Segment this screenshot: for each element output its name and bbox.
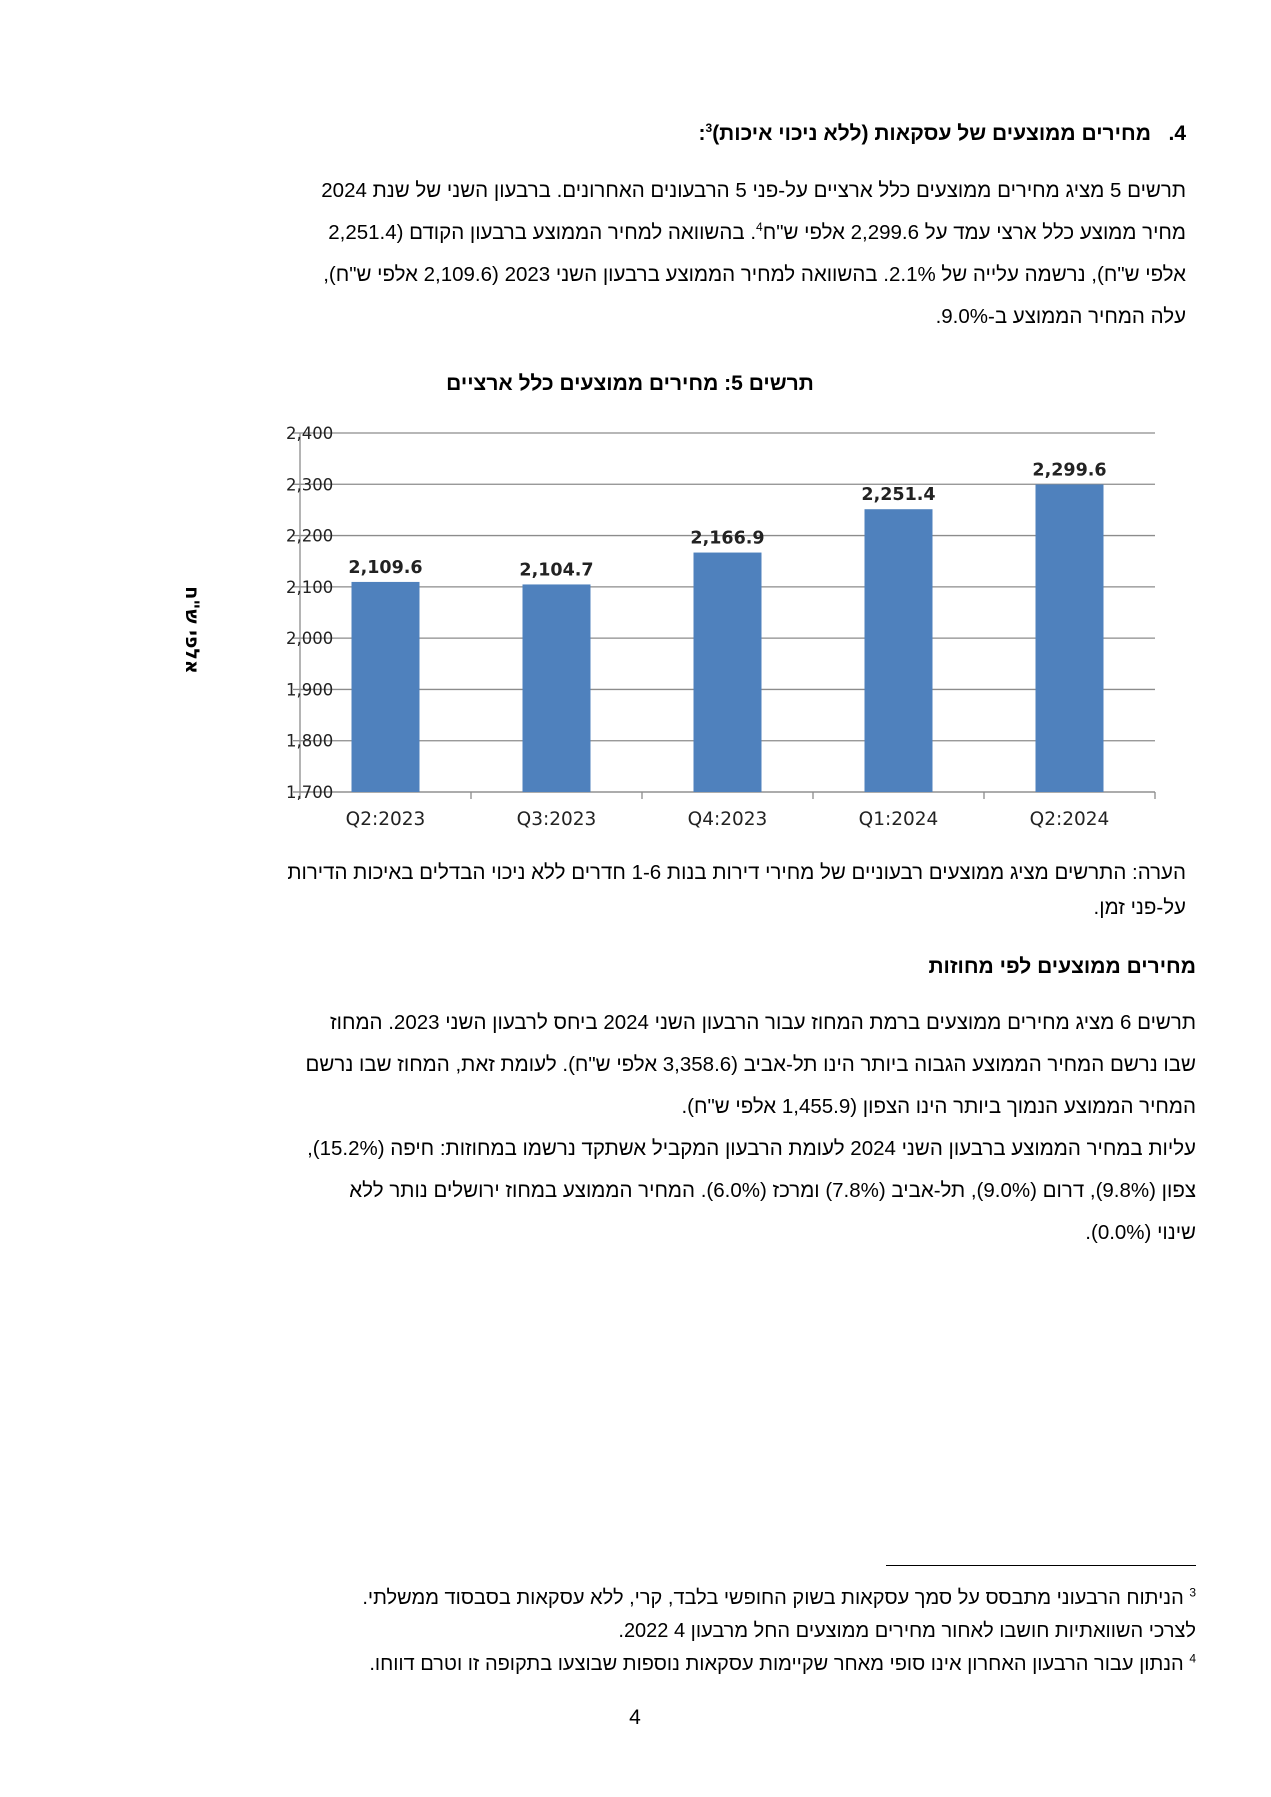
y-tick-label: 2,400 xyxy=(286,424,334,443)
bar xyxy=(865,509,933,792)
x-tick-label: Q3:2023 xyxy=(516,809,597,830)
paragraph-text: . בהשוואה למחיר הממוצע ברבעון הקודם (2,251.4 xyxy=(328,221,757,244)
page-number: 4 xyxy=(629,1706,641,1729)
y-tick-label: 2,300 xyxy=(286,475,334,495)
districts-heading: מחירים ממוצעים לפי מחוזות xyxy=(928,955,1196,978)
y-tick-label: 2,100 xyxy=(286,577,334,597)
bar-chart xyxy=(150,405,1180,845)
heading-colon: : xyxy=(698,122,706,145)
paragraph-line: עלה המחיר הממוצע ב-9.0%. xyxy=(935,305,1186,328)
paragraph-line: תרשים 5 מציג מחירים ממוצעים כלל ארציים על-פני 5 הרבעונים האחרונים. ברבעון השני של שנת 2024 xyxy=(321,179,1186,202)
note-line: הערה: התרשים מציג ממוצעים רבעוניים של מחירי דירות בנות 1-6 חדרים ללא ניכוי הבדלים באיכות הדירות xyxy=(287,861,1186,884)
bar xyxy=(352,582,420,792)
districts-paragraph xyxy=(86,1002,1196,1254)
footnote-number: 3 xyxy=(1189,1585,1196,1600)
y-tick-label: 1,700 xyxy=(286,783,334,802)
note-line: על-פני זמן. xyxy=(1093,896,1186,919)
y-tick-label: 1,900 xyxy=(286,680,334,700)
bar xyxy=(694,553,762,792)
x-tick-label: Q2:2024 xyxy=(1029,809,1110,830)
footnote-4 xyxy=(86,1648,1196,1681)
x-tick-label: Q1:2024 xyxy=(858,809,939,830)
paragraph-line: עליות במחיר הממוצע ברבעון השני 2024 לעומת הרבעון המקביל אשתקד נרשמו במחוזות: חיפה (15.2%), xyxy=(307,1137,1196,1160)
footnote-separator xyxy=(886,1565,1196,1566)
footnote-ref-3: 3 xyxy=(705,121,713,135)
y-tick-label: 2,200 xyxy=(286,526,334,546)
chart-title: תרשים 5: מחירים ממוצעים כלל ארציים xyxy=(446,372,814,395)
data-label: 2,104.7 xyxy=(519,560,594,581)
chart-x-ticks xyxy=(346,809,1110,830)
paragraph-line: אלפי ש"ח), נרשמה עלייה של 2.1%. בהשוואה למחיר הממוצע ברבעון השני 2023 (2,109.6 אלפי ש"ח), xyxy=(323,263,1186,286)
bar xyxy=(523,584,591,792)
data-label: 2,166.9 xyxy=(690,528,765,549)
paragraph-line: שבו נרשם המחיר הממוצע הגבוה ביותר הינו תל-אביב (3,358.6 אלפי ש"ח). לעומת זאת, המחוז שבו נרשם xyxy=(305,1053,1196,1076)
section-number: 4. xyxy=(1168,122,1186,145)
footnotes xyxy=(86,1582,1196,1681)
y-tick-label: 1,800 xyxy=(286,731,334,751)
y-axis-label: אלפי ש"ח xyxy=(181,586,203,674)
paragraph-line: שינוי (0.0%). xyxy=(1085,1221,1196,1244)
footnote-3-continued: לצרכי השוואתיות חושבו לאחור מחירים ממוצעים החל מרבעון 4 2022. xyxy=(618,1620,1196,1642)
paragraph-line xyxy=(86,212,1186,254)
data-label: 2,299.6 xyxy=(1032,460,1107,481)
footnote-3 xyxy=(86,1582,1196,1615)
paragraph-line: המחיר הממוצע הנמוך ביותר הינו הצפון (1,455.9 אלפי ש"ח). xyxy=(681,1095,1196,1118)
section-heading xyxy=(86,122,1186,146)
footnote-ref-4: 4 xyxy=(756,220,763,235)
chart-y-ticks xyxy=(286,424,333,802)
paragraph-text: מחיר ממוצע כלל ארצי עמד על 2,299.6 אלפי ש"ח xyxy=(762,221,1186,244)
x-tick-label: Q4:2023 xyxy=(687,809,768,830)
footnote-text: הנתון עבור הרבעון האחרון אינו סופי מאחר שקיימות עסקאות נוספות שבוצעו בתקופה זו וטרם דווחו. xyxy=(369,1653,1184,1675)
paragraph-line: צפון (9.8%), דרום (9.0%), תל-אביב (7.8%) ומרכז (6.0%). המחיר הממוצע במחוז ירושלים נותר ללא xyxy=(349,1179,1196,1202)
data-label: 2,251.4 xyxy=(861,485,936,506)
y-tick-label: 2,000 xyxy=(286,629,334,649)
chart-note xyxy=(86,855,1186,925)
intro-paragraph xyxy=(86,170,1186,338)
x-tick-label: Q2:2023 xyxy=(345,809,426,830)
data-label: 2,109.6 xyxy=(348,557,423,578)
footnote-number: 4 xyxy=(1189,1651,1196,1666)
paragraph-line: תרשים 6 מציג מחירים ממוצעים ברמת המחוז עבור הרבעון השני 2024 ביחס לרבעון השני 2023. המחוז xyxy=(330,1011,1196,1034)
section-title: מחירים ממוצעים של עסקאות (ללא ניכוי איכות) xyxy=(712,122,1151,145)
footnote-text: הניתוח הרבעוני מתבסס על סמך עסקאות בשוק החופשי בלבד, קרי, ללא עסקאות בסבסוד ממשלתי. xyxy=(362,1587,1184,1609)
bar xyxy=(1036,484,1104,792)
